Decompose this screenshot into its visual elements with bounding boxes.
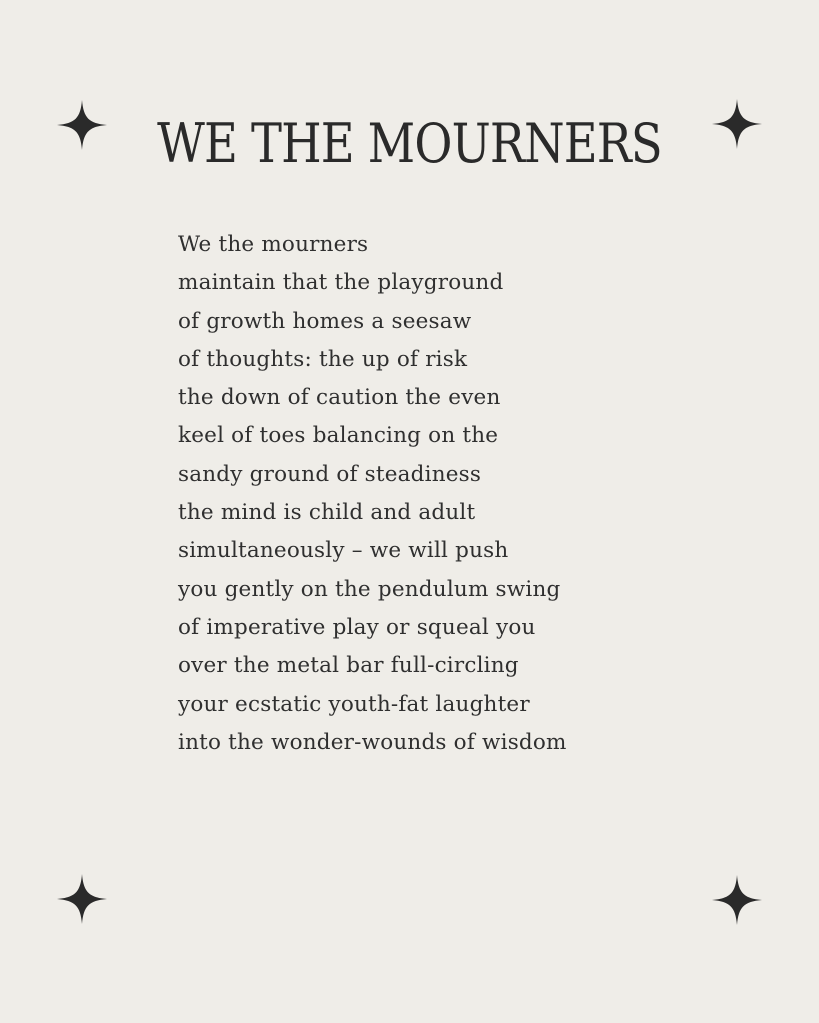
poem-line: of growth homes a seesaw	[178, 308, 472, 334]
poem-line: We the mourners	[178, 232, 369, 257]
four-point-star-icon	[710, 873, 764, 927]
poem-body	[178, 226, 738, 762]
poem-line: your ecstatic youth-fat laughter	[178, 691, 530, 717]
poem-line: keel of toes balancing on the	[178, 423, 499, 449]
poem-line: over the metal bar full-circling	[178, 653, 519, 679]
poem-line: the down of caution the even	[178, 385, 501, 411]
poem-line: you gently on the pendulum swing	[178, 576, 561, 602]
poem-line: into the wonder-wounds of wisdom	[178, 729, 567, 755]
poem-line: of thoughts: the up of risk	[178, 346, 468, 372]
page-title: WE THE MOURNERS	[157, 112, 662, 175]
poem-line: maintain that the playground	[178, 270, 504, 296]
poem-line: sandy ground of steadiness	[178, 461, 482, 487]
poem-line: the mind is child and adult	[178, 500, 476, 526]
four-point-star-icon	[55, 872, 109, 926]
poem-line: of imperative play or squeal you	[178, 614, 536, 640]
poem-line: simultaneously – we will push	[178, 538, 509, 564]
